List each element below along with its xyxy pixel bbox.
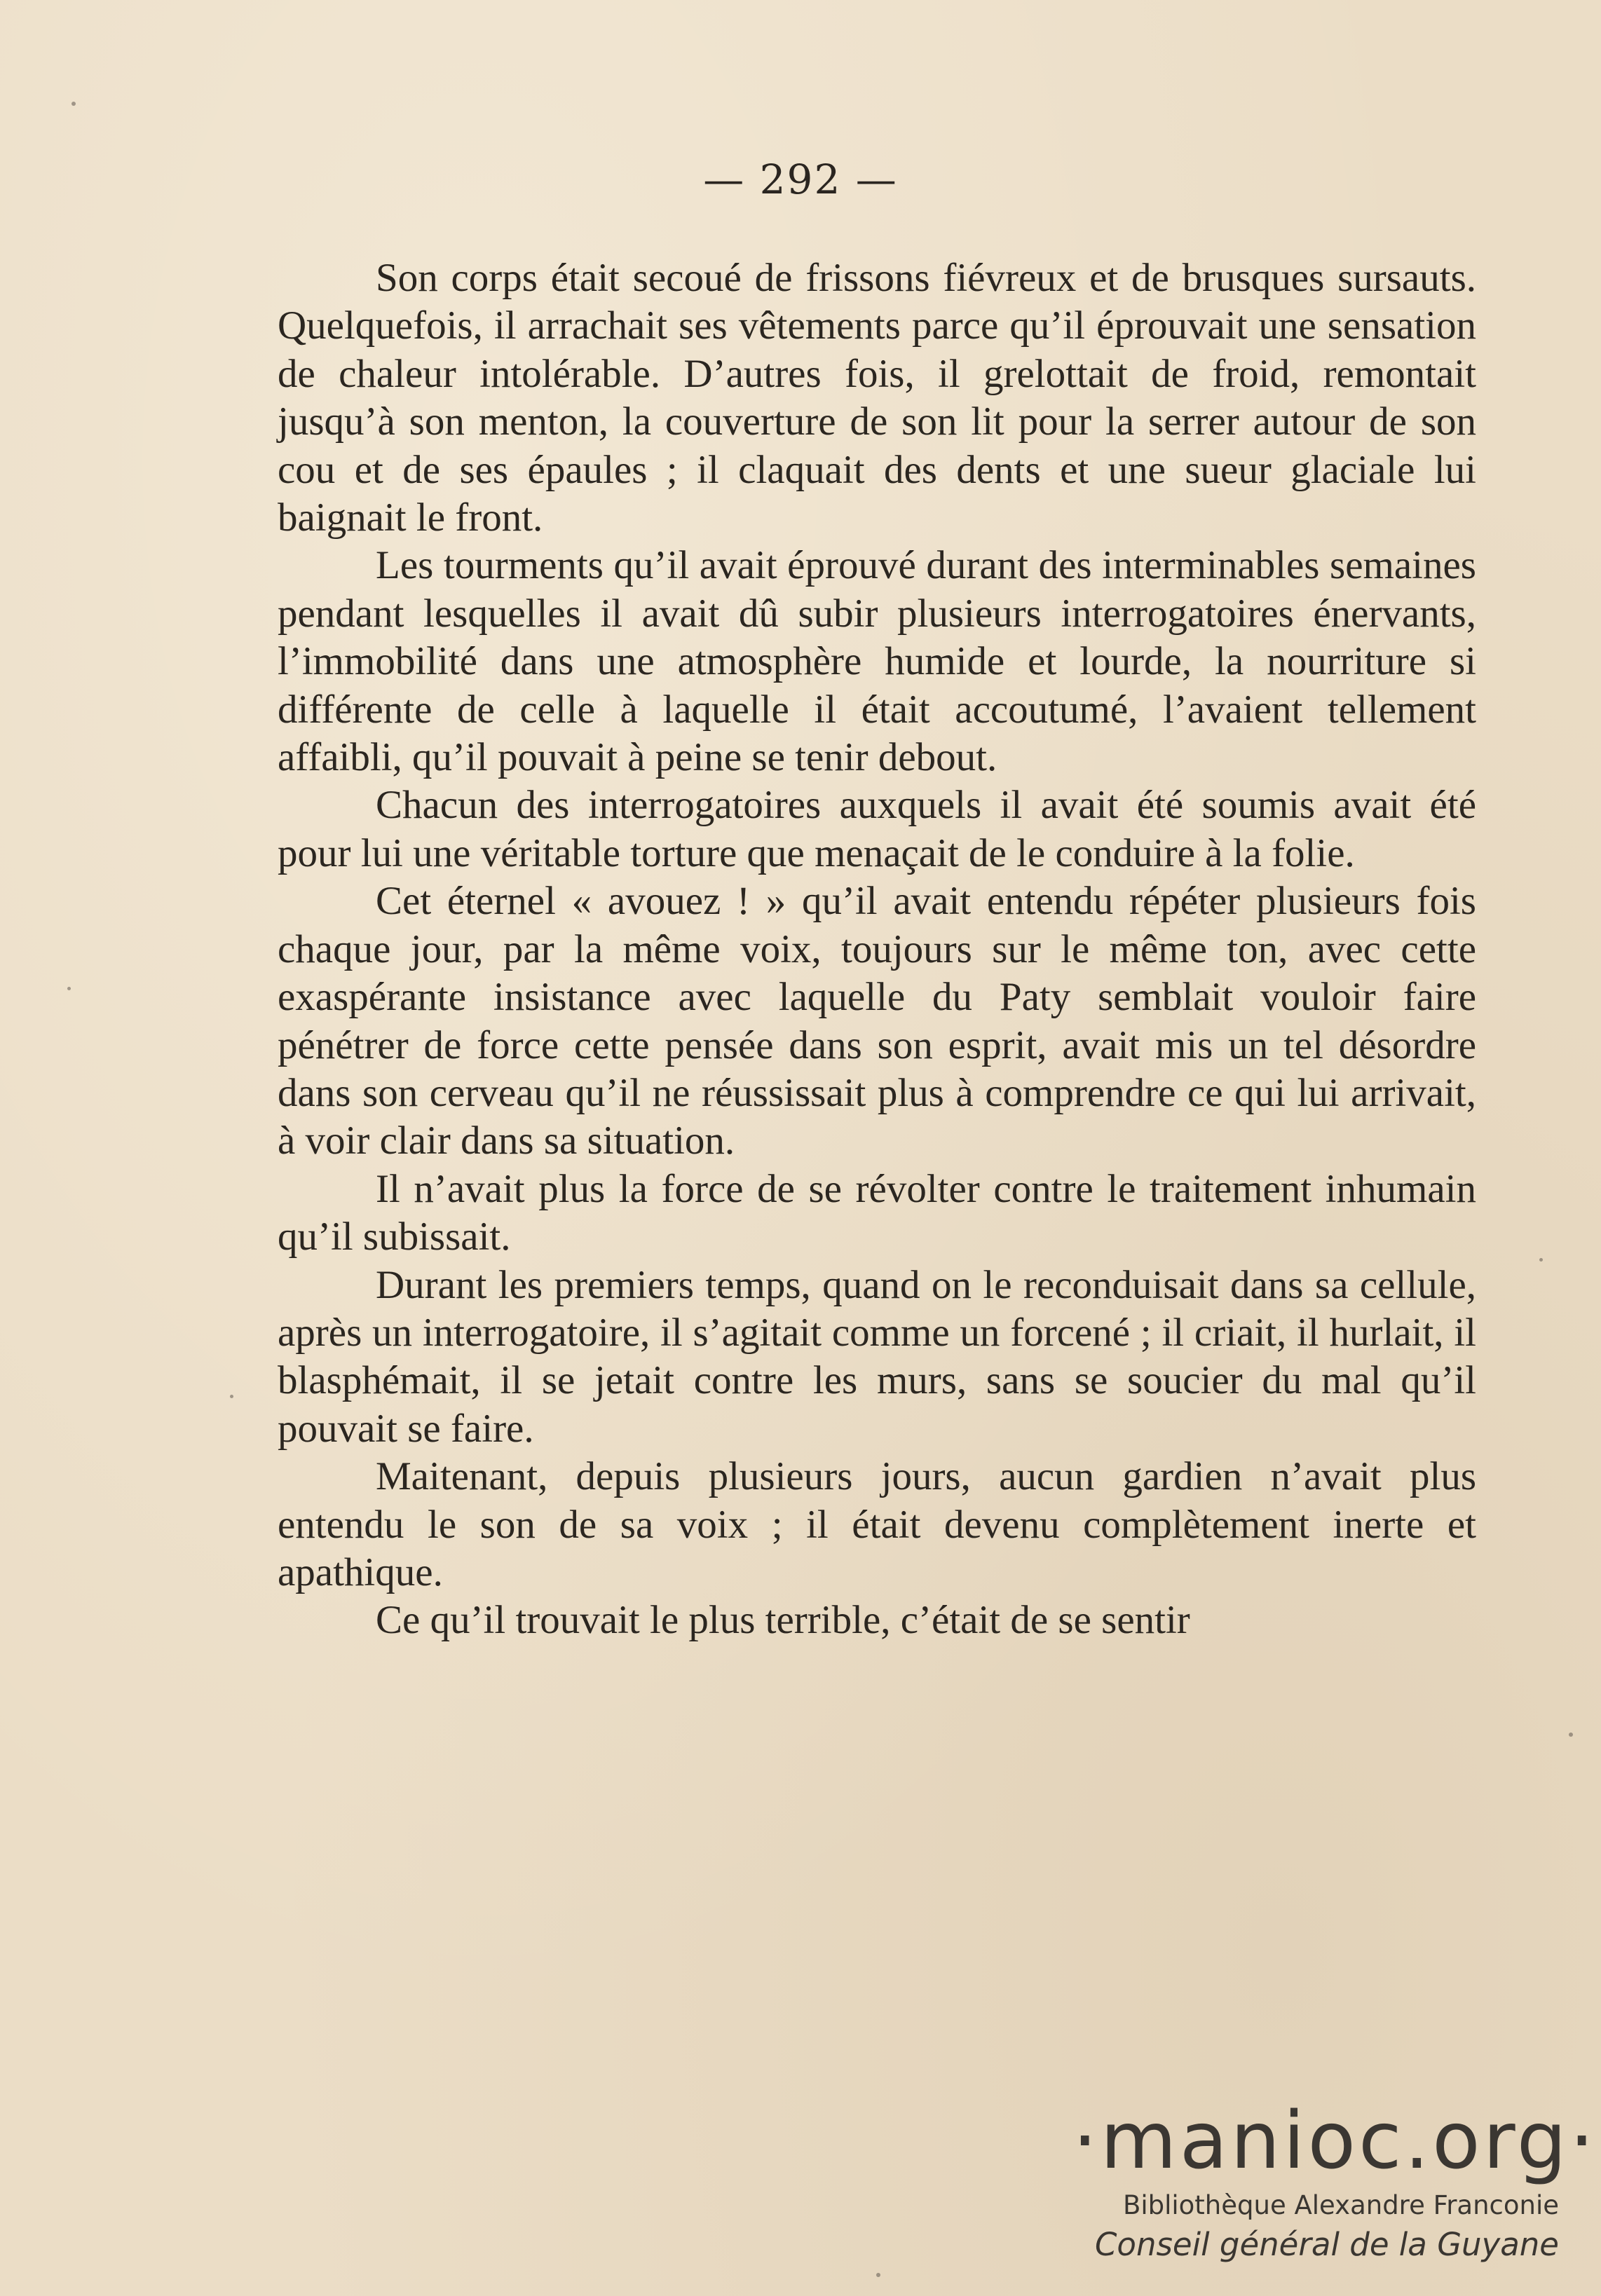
paper-speck xyxy=(71,102,76,106)
paragraph: Il n’avait plus la force de se révolter contre le traitement inhumain qu’il subissait. xyxy=(278,1166,1476,1259)
paragraph: Maitenant, depuis plusieurs jours, aucun gardien n’avait plus entendu le son de sa voix ; il était devenu complètement inerte et apathique. xyxy=(278,1454,1476,1594)
body-text xyxy=(278,254,1476,1645)
paragraph: Les tourments qu’il avait éprouvé durant des interminables semaines pendant lesquelles il avait dû subir plusieurs interrogatoires énervants, l’immobilité dans une atmosphère humide et lourde, la nourriture si différente de celle à laquelle il était accoutumé, l’avaient tellement affaibli, qu’il pouvait à peine se tenir debout. xyxy=(278,543,1476,780)
manioc-logo: ·manioc.org· xyxy=(1072,2096,1597,2187)
paper-speck xyxy=(230,1395,233,1398)
paper-speck xyxy=(67,987,71,990)
paragraph: Durant les premiers temps, quand on le reconduisait dans sa cellule, après un interrogatoire, il s’agitait comme un forcené ; il criait, il hurlait, il blasphémait, il se jetait contre les murs, sans se soucier du mal qu’il pouvait se faire. xyxy=(278,1262,1476,1451)
paragraph: Chacun des interrogatoires auxquels il avait été soumis avait été pour lui une véritable torture que menaçait de le conduire à la folie. xyxy=(278,783,1476,875)
paragraph: Cet éternel « avouez ! » qu’il avait entendu répéter plusieurs fois chaque jour, par la même voix, toujours sur le même ton, avec cette exaspérante insistance avec laquelle du Paty semblait vouloir faire pénétrer de force cette pensée dans son esprit, avait mis un tel désordre dans son cerveau qu’il ne réussissait plus à comprendre ce qui lui arrivait, à voir clair dans sa situation. xyxy=(278,879,1476,1163)
library-name: Bibliothèque Alexandre Franconie xyxy=(1122,2190,1559,2220)
manioc-watermark xyxy=(1072,2096,1597,2266)
council-name: Conseil général de la Guyane xyxy=(1095,2226,1559,2263)
page-number: — 292 — xyxy=(703,156,898,203)
paragraph: Son corps était secoué de frissons fiévreux et de brusques sursauts. Quelquefois, il arrachait ses vêtements parce qu’il éprouvait une sensation de chaleur intolérable. D’autres fois, il grelottait de froid, remontait jusqu’à son menton, la couverture de son lit pour la serrer autour de son cou et de ses épaules ; il claquait des dents et une sueur glaciale lui baignait le front. xyxy=(278,256,1476,540)
paper-speck xyxy=(1569,1733,1573,1737)
paper-speck xyxy=(1539,1258,1543,1262)
paper-speck xyxy=(876,2273,880,2277)
paragraph: Ce qu’il trouvait le plus terrible, c’était de se sentir xyxy=(376,1598,1190,1643)
